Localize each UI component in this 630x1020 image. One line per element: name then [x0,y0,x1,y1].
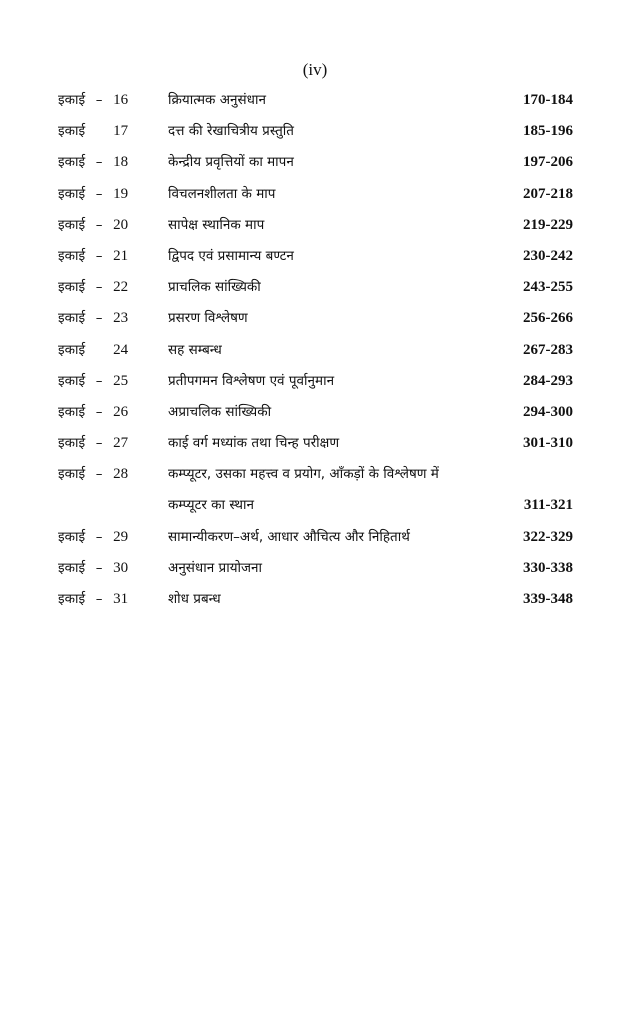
page-range: 294-300 [523,403,573,420]
chapter-title: काई वर्ग मध्यांक तथा चिन्ह परीक्षण [168,435,340,452]
toc-entry [58,432,573,463]
page-range: 301-310 [523,435,573,452]
toc-entry [58,339,573,370]
unit-separator: – [95,154,103,171]
toc-entry [58,245,573,276]
unit-label [58,557,128,579]
unit-number: 24 [113,341,129,358]
chapter-title: केन्द्रीय प्रवृत्तियों का मापन [168,154,294,171]
toc-entry [58,307,573,338]
page-number: (iv) [302,60,328,79]
toc-entry [58,120,573,151]
page-range: 284-293 [523,372,573,389]
toc-entry [58,151,573,182]
unit-label [58,89,128,111]
unit-label [58,526,128,548]
page-range: 219-229 [523,216,573,233]
unit-word: इकाई [58,341,86,358]
unit-label [58,151,128,173]
unit-label [58,245,128,267]
chapter-title: शोध प्रबन्ध [168,591,221,607]
unit-number: 20 [113,216,129,233]
toc-entry [58,494,573,525]
chapter-title: अप्राचलिक सांख्यिकी [168,403,272,420]
chapter-title: अनुसंधान प्रायोजना [168,559,263,576]
unit-number: 22 [113,279,129,296]
unit-word: इकाई [58,591,86,607]
unit-word: इकाई [58,466,86,483]
unit-word: इकाई [58,279,86,296]
unit-number: 30 [113,559,129,576]
unit-word: इकाई [58,310,86,327]
unit-label [58,120,128,142]
unit-label [58,370,128,392]
unit-separator: – [95,310,103,327]
toc-entry [58,214,573,245]
toc-entry [58,370,573,401]
unit-word: इकाई [58,559,86,576]
unit-separator: – [95,185,103,202]
unit-word: इकाई [58,528,86,545]
page-range: 330-338 [523,559,573,576]
page-range: 197-206 [523,154,573,171]
unit-separator: – [95,247,103,264]
unit-separator: – [95,403,103,420]
page-range: 339-348 [523,591,573,607]
chapter-title: कम्प्यूटर का स्थान [168,497,254,514]
unit-number: 21 [113,247,129,264]
toc-entry [58,463,573,494]
chapter-title: क्रियात्मक अनुसंधान [168,92,266,108]
chapter-title: सह सम्बन्ध [168,341,222,358]
page-range: 170-184 [523,92,573,108]
chapter-title: दत्त की रेखाचित्रीय प्रस्तुति [168,123,294,140]
unit-separator: – [95,372,103,389]
unit-label [58,183,128,205]
unit-number: 18 [113,154,129,171]
unit-separator [85,339,113,361]
unit-label [58,339,128,361]
chapter-title: कम्प्यूटर, उसका महत्त्व व प्रयोग, आँकड़ों के विश्लेषण में [168,466,439,483]
page-range: 243-255 [523,279,573,296]
chapter-title: प्रतीपगमन विश्लेषण एवं पूर्वानुमान [168,372,335,389]
unit-number: 31 [113,591,129,607]
unit-word: इकाई [58,403,86,420]
unit-number: 16 [113,92,129,108]
unit-number: 25 [113,372,129,389]
chapter-title: विचलनशीलता के माप [168,185,276,202]
unit-word: इकाई [58,92,86,108]
unit-separator: – [95,591,103,607]
toc-entry [58,526,573,557]
unit-word: इकाई [58,372,86,389]
toc-entry [58,183,573,214]
unit-separator: – [95,559,103,576]
unit-label [58,307,128,329]
toc-entry [58,588,573,619]
chapter-title: सामान्यीकरण–अर्थ, आधार औचित्य और निहितार्थ [168,528,410,545]
unit-number: 17 [113,123,129,140]
table-of-contents [58,89,573,619]
chapter-title: द्विपद एवं प्रसामान्य बण्टन [168,247,294,264]
unit-number: 19 [113,185,129,202]
unit-label [58,432,128,454]
unit-label [58,276,128,298]
chapter-title: प्राचलिक सांख्यिकी [168,279,261,296]
toc-entry [58,89,573,120]
unit-word: इकाई [58,123,86,140]
unit-separator [85,120,113,142]
page-range: 230-242 [523,247,573,264]
toc-entry [58,401,573,432]
unit-word: इकाई [58,216,86,233]
unit-number: 29 [113,528,129,545]
unit-number: 28 [113,466,129,483]
unit-number: 23 [113,310,129,327]
toc-entry [58,276,573,307]
unit-separator: – [95,216,103,233]
chapter-title: सापेक्ष स्थानिक माप [168,216,265,233]
page-range: 256-266 [523,310,573,327]
unit-separator: – [95,466,103,483]
page-range: 185-196 [523,123,573,140]
unit-label [58,463,128,485]
chapter-title: प्रसरण विश्लेषण [168,310,248,327]
unit-number: 26 [113,403,129,420]
unit-separator: – [95,279,103,296]
unit-separator: – [95,92,103,108]
toc-entry [58,557,573,588]
page-range: 311-321 [523,497,573,514]
page-range: 267-283 [523,341,573,358]
unit-separator: – [95,528,103,545]
unit-separator: – [95,435,103,452]
page-range: 322-329 [523,528,573,545]
unit-label [58,214,128,236]
unit-label [58,401,128,423]
unit-word: इकाई [58,154,86,171]
unit-number: 27 [113,435,129,452]
unit-word: इकाई [58,247,86,264]
unit-word: इकाई [58,435,86,452]
unit-label [58,588,128,610]
unit-word: इकाई [58,185,86,202]
page-range: 207-218 [523,185,573,202]
